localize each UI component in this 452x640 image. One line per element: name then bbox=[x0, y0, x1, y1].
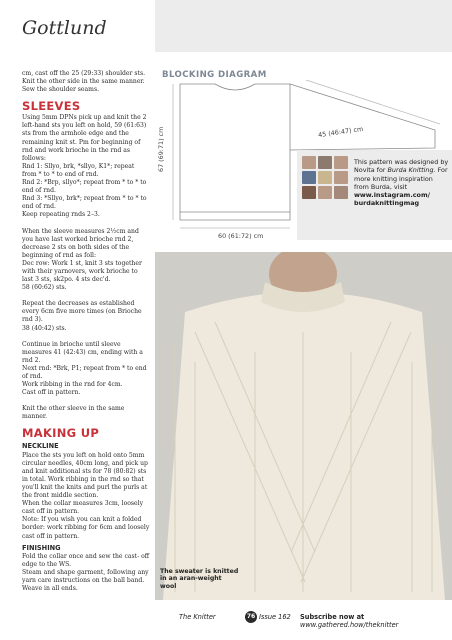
rnd1-text: Rnd 1: Sllyo, brk, *sllyo, K1*; repeat from * to * to end of rnd. bbox=[22, 162, 135, 178]
thumbnail bbox=[334, 171, 348, 184]
footer bbox=[0, 608, 452, 628]
continue-text: Continue in brioche until sleeve measures 41 (42:43) cm, ending with a rnd 2. bbox=[22, 340, 143, 364]
finishing-heading: FINISHING bbox=[22, 543, 61, 552]
body-outline bbox=[180, 84, 290, 220]
subscribe-url[interactable]: www.gathered.how/theknitter bbox=[300, 621, 399, 629]
sleeves-text: Using 5mm DPNs pick up and knit the 2 left-hand sts you left on hold, 59 (61:63) sts from the armhole edge and the remaining knit st. Pm for beginning of rnd and work brioche in the rnd as follows: bbox=[22, 114, 147, 162]
photo-caption: The sweater is knitted in an aran-weight wool bbox=[160, 568, 239, 590]
note-text: Note: If you wish you can knit a folded border: work ribbing for 6cm and loosely cast off in pattern. bbox=[22, 516, 150, 540]
subscribe-label: Subscribe now at bbox=[300, 613, 365, 621]
thumbnail bbox=[302, 171, 316, 184]
repeat-text: Repeat the decreases as established every 6cm five more times (on Brioche rnd 3). bbox=[22, 300, 142, 324]
footer-magazine: The Knitter bbox=[179, 613, 216, 621]
thumbnail bbox=[302, 186, 316, 199]
thumbnail bbox=[334, 156, 348, 169]
sleeve-dim-line bbox=[300, 80, 440, 124]
steam-text: Steam and shape garment, following any yarn care instructions on the ball band. Weave in all ends. bbox=[22, 568, 149, 593]
decrease-row: Dec row: Work 1 st, knit 3 sts together with their yarnovers, work brioche to last 3 sts, sk2po. 4 sts dec'd. bbox=[22, 259, 142, 284]
sleeve-label: 45 (46:47) cm bbox=[317, 124, 364, 140]
next-rnd-text: Next rnd: *Brk, P1; repeat from * to end of rnd. bbox=[22, 364, 147, 380]
keep-text: Keep repeating rnds 2–3. bbox=[22, 211, 100, 219]
magazine-thumbnails bbox=[302, 156, 348, 200]
thumbnail bbox=[318, 171, 332, 184]
castoff-text: Cast off in pattern. bbox=[22, 389, 81, 397]
makingup-heading: MAKING UP bbox=[22, 426, 100, 441]
instructions-column bbox=[22, 70, 150, 593]
neckline-text: Place the sts you left on hold onto 5mm circular needles, 40cm long, and pick up and knit additional sts for 78 (80:82) sts in total. Work ribbing in the rnd so that you'll knit the knits and purl the purls at the front middle section. bbox=[22, 451, 148, 500]
thumbnail bbox=[318, 156, 332, 169]
header-grey-panel bbox=[155, 0, 452, 52]
intro-text: cm, cast off the 25 (29:33) shoulder sts. Knit the other side in the same manner. Sew the shoulder seams. bbox=[22, 70, 146, 94]
thumbnail bbox=[334, 186, 348, 199]
credit-text bbox=[354, 158, 449, 208]
footer-issue: Issue 162 bbox=[259, 613, 291, 621]
pattern-title: Gottlund bbox=[22, 17, 107, 39]
credit-panel bbox=[297, 150, 452, 240]
rnd2-text: Rnd 2: *Brp, sllyo*; repeat from * to * to end of rnd. bbox=[22, 179, 147, 195]
thumbnail bbox=[302, 156, 316, 169]
width-label: 60 (61:72) cm bbox=[218, 232, 264, 240]
neckline-heading: NECKLINE bbox=[22, 442, 59, 451]
sweater-illustration bbox=[155, 252, 452, 600]
sleeve-outline bbox=[290, 84, 435, 150]
credit-line2: For more knitting inspiration from Burda, visit bbox=[354, 166, 448, 191]
thumbnail bbox=[318, 186, 332, 199]
sweater-photo bbox=[155, 252, 452, 600]
page-number-badge: 76 bbox=[245, 611, 257, 623]
sleeves-heading: SLEEVES bbox=[22, 99, 81, 114]
credit-link[interactable]: www.instagram.com/ burdaknittingmag bbox=[354, 191, 430, 208]
finishing-text: Fold the collar once and sew the cast- off edge to the WS. bbox=[22, 552, 150, 568]
credit-magazine: Burda Knitting. bbox=[387, 166, 436, 175]
height-label: 67 (69:71) cm bbox=[157, 126, 165, 172]
rib-text: Work ribbing in the rnd for 4cm. bbox=[22, 381, 123, 389]
blocking-diagram-title: BLOCKING DIAGRAM bbox=[162, 70, 267, 80]
sweater-body bbox=[163, 292, 445, 600]
other-sleeve-text: Knit the other sleeve in the same manner. bbox=[22, 405, 125, 421]
credit-line1: This pattern was designed by Novita for bbox=[354, 158, 449, 175]
footer-subscribe bbox=[300, 613, 452, 629]
decrease-intro: When the sleeve measures 2½cm and you have last worked brioche rnd 2, decrease 2 sts on both sides of the beginning of rnd as foll: bbox=[22, 227, 139, 259]
decrease-count: 58 (60:62) sts. bbox=[22, 284, 67, 292]
repeat-count: 38 (40:42) sts. bbox=[22, 324, 67, 332]
collar-text: When the collar measures 3cm, loosely cast off in pattern. bbox=[22, 500, 144, 516]
rnd3-text: Rnd 3: *Sllyo, brk*; repeat from * to * to end of rnd. bbox=[22, 195, 147, 211]
